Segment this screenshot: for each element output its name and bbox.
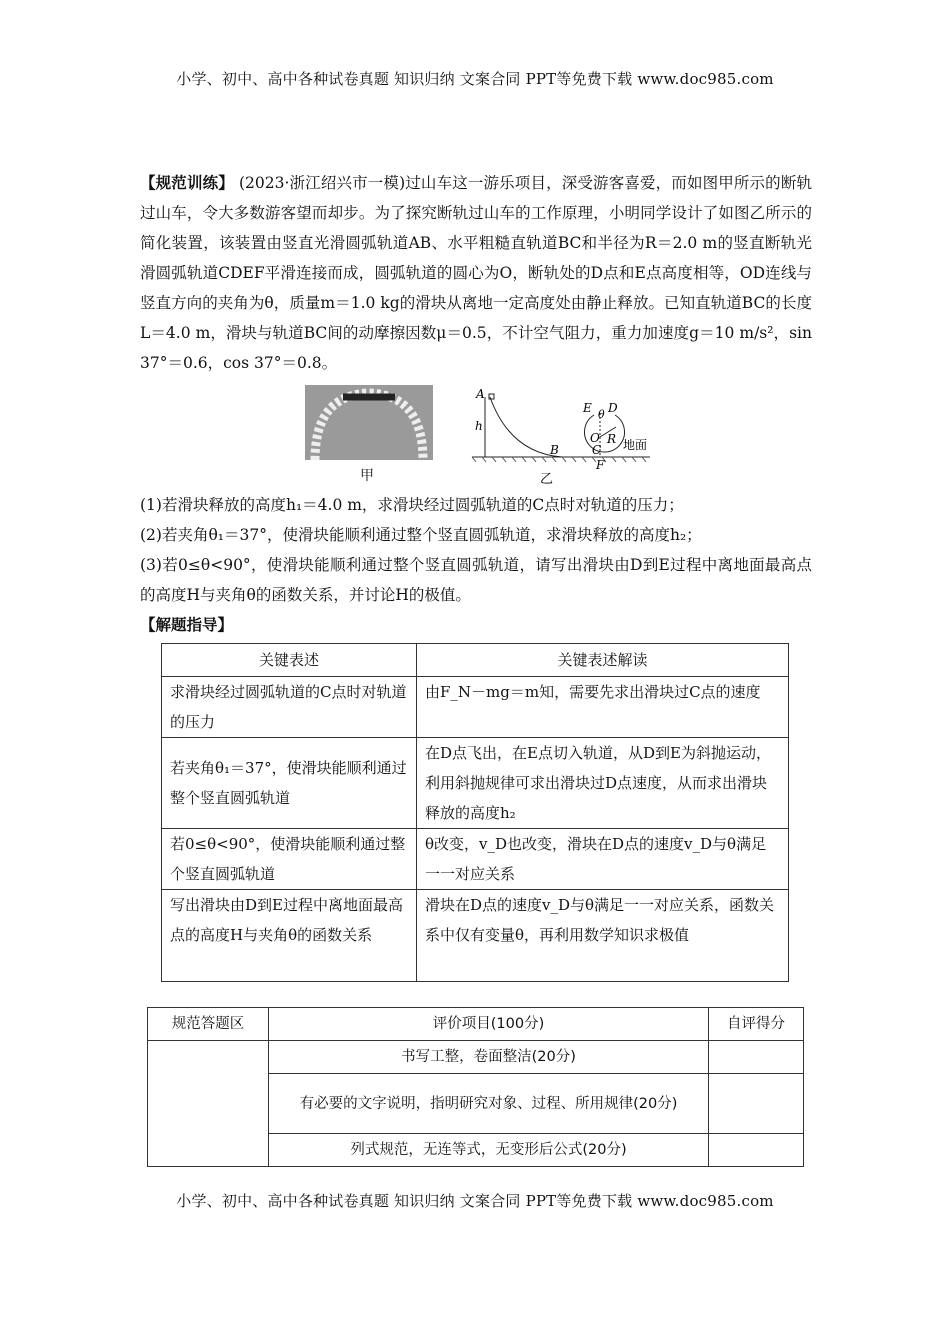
column-header: 自评得分 xyxy=(709,1008,804,1041)
label-d: D xyxy=(608,401,618,415)
roller-coaster-photo xyxy=(305,385,433,460)
problem-text: (2023·浙江绍兴市一模)过山车这一游乐项目，深受游客喜爱，而如图甲所示的断轨过山车，令大多数游客望而却步。为了探究断轨过山车的工作原理，小明同学设计了如图乙所示的简化装置，该装置由竖直光滑圆弧轨道AB、水平粗糙直轨道BC和半径为R＝2.0 m的竖直断轨光滑圆弧轨道CDEF平滑连接而成，圆弧轨道的圆心为O，断轨处的D点和E点高度相等，OD连线与竖直方向的夹角为θ，质量m＝1.0 kg的滑块从离地一定高度处由静止释放。已知直轨道BC的长度L＝4.0 m，滑块与轨道BC间的动摩擦因数μ＝0.5，不计空气阻力，重力加速度g＝10 m/s²，sin 37°＝0.6，cos 37°＝0.8。 xyxy=(140,174,812,372)
table-header-row xyxy=(162,644,789,677)
rubric-item: 列式规范，无连等式，无变形后公式(20分) xyxy=(269,1134,709,1167)
table-cell: 由F_N－mg＝m知，需要先求出滑块过C点的速度 xyxy=(417,677,789,738)
track-diagram xyxy=(470,385,655,490)
page-footer: 小学、初中、高中各种试卷真题 知识归纳 文案合同 PPT等免费下载 www.doc985.com xyxy=(176,1192,774,1210)
photo-caption: 甲 xyxy=(360,468,374,484)
label-f: F xyxy=(596,458,605,472)
rubric-item: 书写工整，卷面整洁(20分) xyxy=(269,1041,709,1074)
table-row xyxy=(162,677,789,738)
page-header: 小学、初中、高中各种试卷真题 知识归纳 文案合同 PPT等免费下载 www.doc985.com xyxy=(176,70,774,88)
loop-photo-graphic xyxy=(305,385,433,460)
label-a: A xyxy=(476,387,485,401)
label-e: E xyxy=(583,401,592,415)
self-score-cell[interactable] xyxy=(709,1074,804,1134)
column-header: 评价项目(100分) xyxy=(269,1008,709,1041)
column-header: 关键表述解读 xyxy=(417,644,789,677)
table-row xyxy=(162,738,789,829)
guide-title: 【解题指导】 xyxy=(140,615,234,634)
table-row xyxy=(162,829,789,890)
label-ground: 地面 xyxy=(623,438,648,452)
table-cell: 滑块在D点的速度v_D与θ满足一一对应关系，函数关系中仅有变量θ，再利用数学知识求极值 xyxy=(417,890,789,982)
label-b: B xyxy=(550,443,559,457)
problem-statement xyxy=(140,168,812,378)
table-cell: θ改变，v_D也改变，滑块在D点的速度v_D与θ满足一一对应关系 xyxy=(417,829,789,890)
diagram-caption: 乙 xyxy=(540,472,554,487)
label-h: h xyxy=(475,419,483,433)
rubric-item: 有必要的文字说明，指明研究对象、过程、所用规律(20分) xyxy=(269,1074,709,1134)
rubric-table xyxy=(147,1007,804,1167)
self-score-cell[interactable] xyxy=(709,1041,804,1074)
question-2: (2)若夹角θ₁＝37°，使滑块能顺利通过整个竖直圆弧轨道，求滑块释放的高度h₂； xyxy=(140,526,702,544)
table-cell: 写出滑块由D到E过程中离地面最高点的高度H与夹角θ的函数关系 xyxy=(162,890,417,982)
problem-tag: 【规范训练】 xyxy=(140,173,234,192)
table-cell: 在D点飞出，在E点切入轨道，从D到E为斜抛运动，利用斜抛规律可求出滑块过D点速度，从而求出滑块释放的高度h₂ xyxy=(417,738,789,829)
table-cell: 求滑块经过圆弧轨道的C点时对轨道的压力 xyxy=(162,677,417,738)
column-header: 规范答题区 xyxy=(148,1008,269,1041)
self-score-cell[interactable] xyxy=(709,1134,804,1167)
table-cell: 若夹角θ₁＝37°，使滑块能顺利通过整个竖直圆弧轨道 xyxy=(162,738,417,829)
table-cell: 若0≤θ<90°，使滑块能顺利通过整个竖直圆弧轨道 xyxy=(162,829,417,890)
rubric-row xyxy=(148,1041,804,1074)
question-1: (1)若滑块释放的高度h₁＝4.0 m，求滑块经过圆弧轨道的C点时对轨道的压力； xyxy=(140,496,684,514)
answer-area[interactable] xyxy=(148,1041,269,1167)
rubric-header-row xyxy=(148,1008,804,1041)
label-o: O xyxy=(590,431,600,445)
label-r: R xyxy=(607,432,617,446)
question-3: (3)若0≤θ<90°，使滑块能顺利通过整个竖直圆弧轨道，请写出滑块由D到E过程中离地面最高点的高度H与夹角θ的函数关系，并讨论H的极值。 xyxy=(140,556,812,604)
column-header: 关键表述 xyxy=(162,644,417,677)
label-theta: θ xyxy=(598,408,605,421)
table-row xyxy=(162,890,789,982)
guide-table xyxy=(161,643,789,982)
label-c: C xyxy=(592,443,602,457)
